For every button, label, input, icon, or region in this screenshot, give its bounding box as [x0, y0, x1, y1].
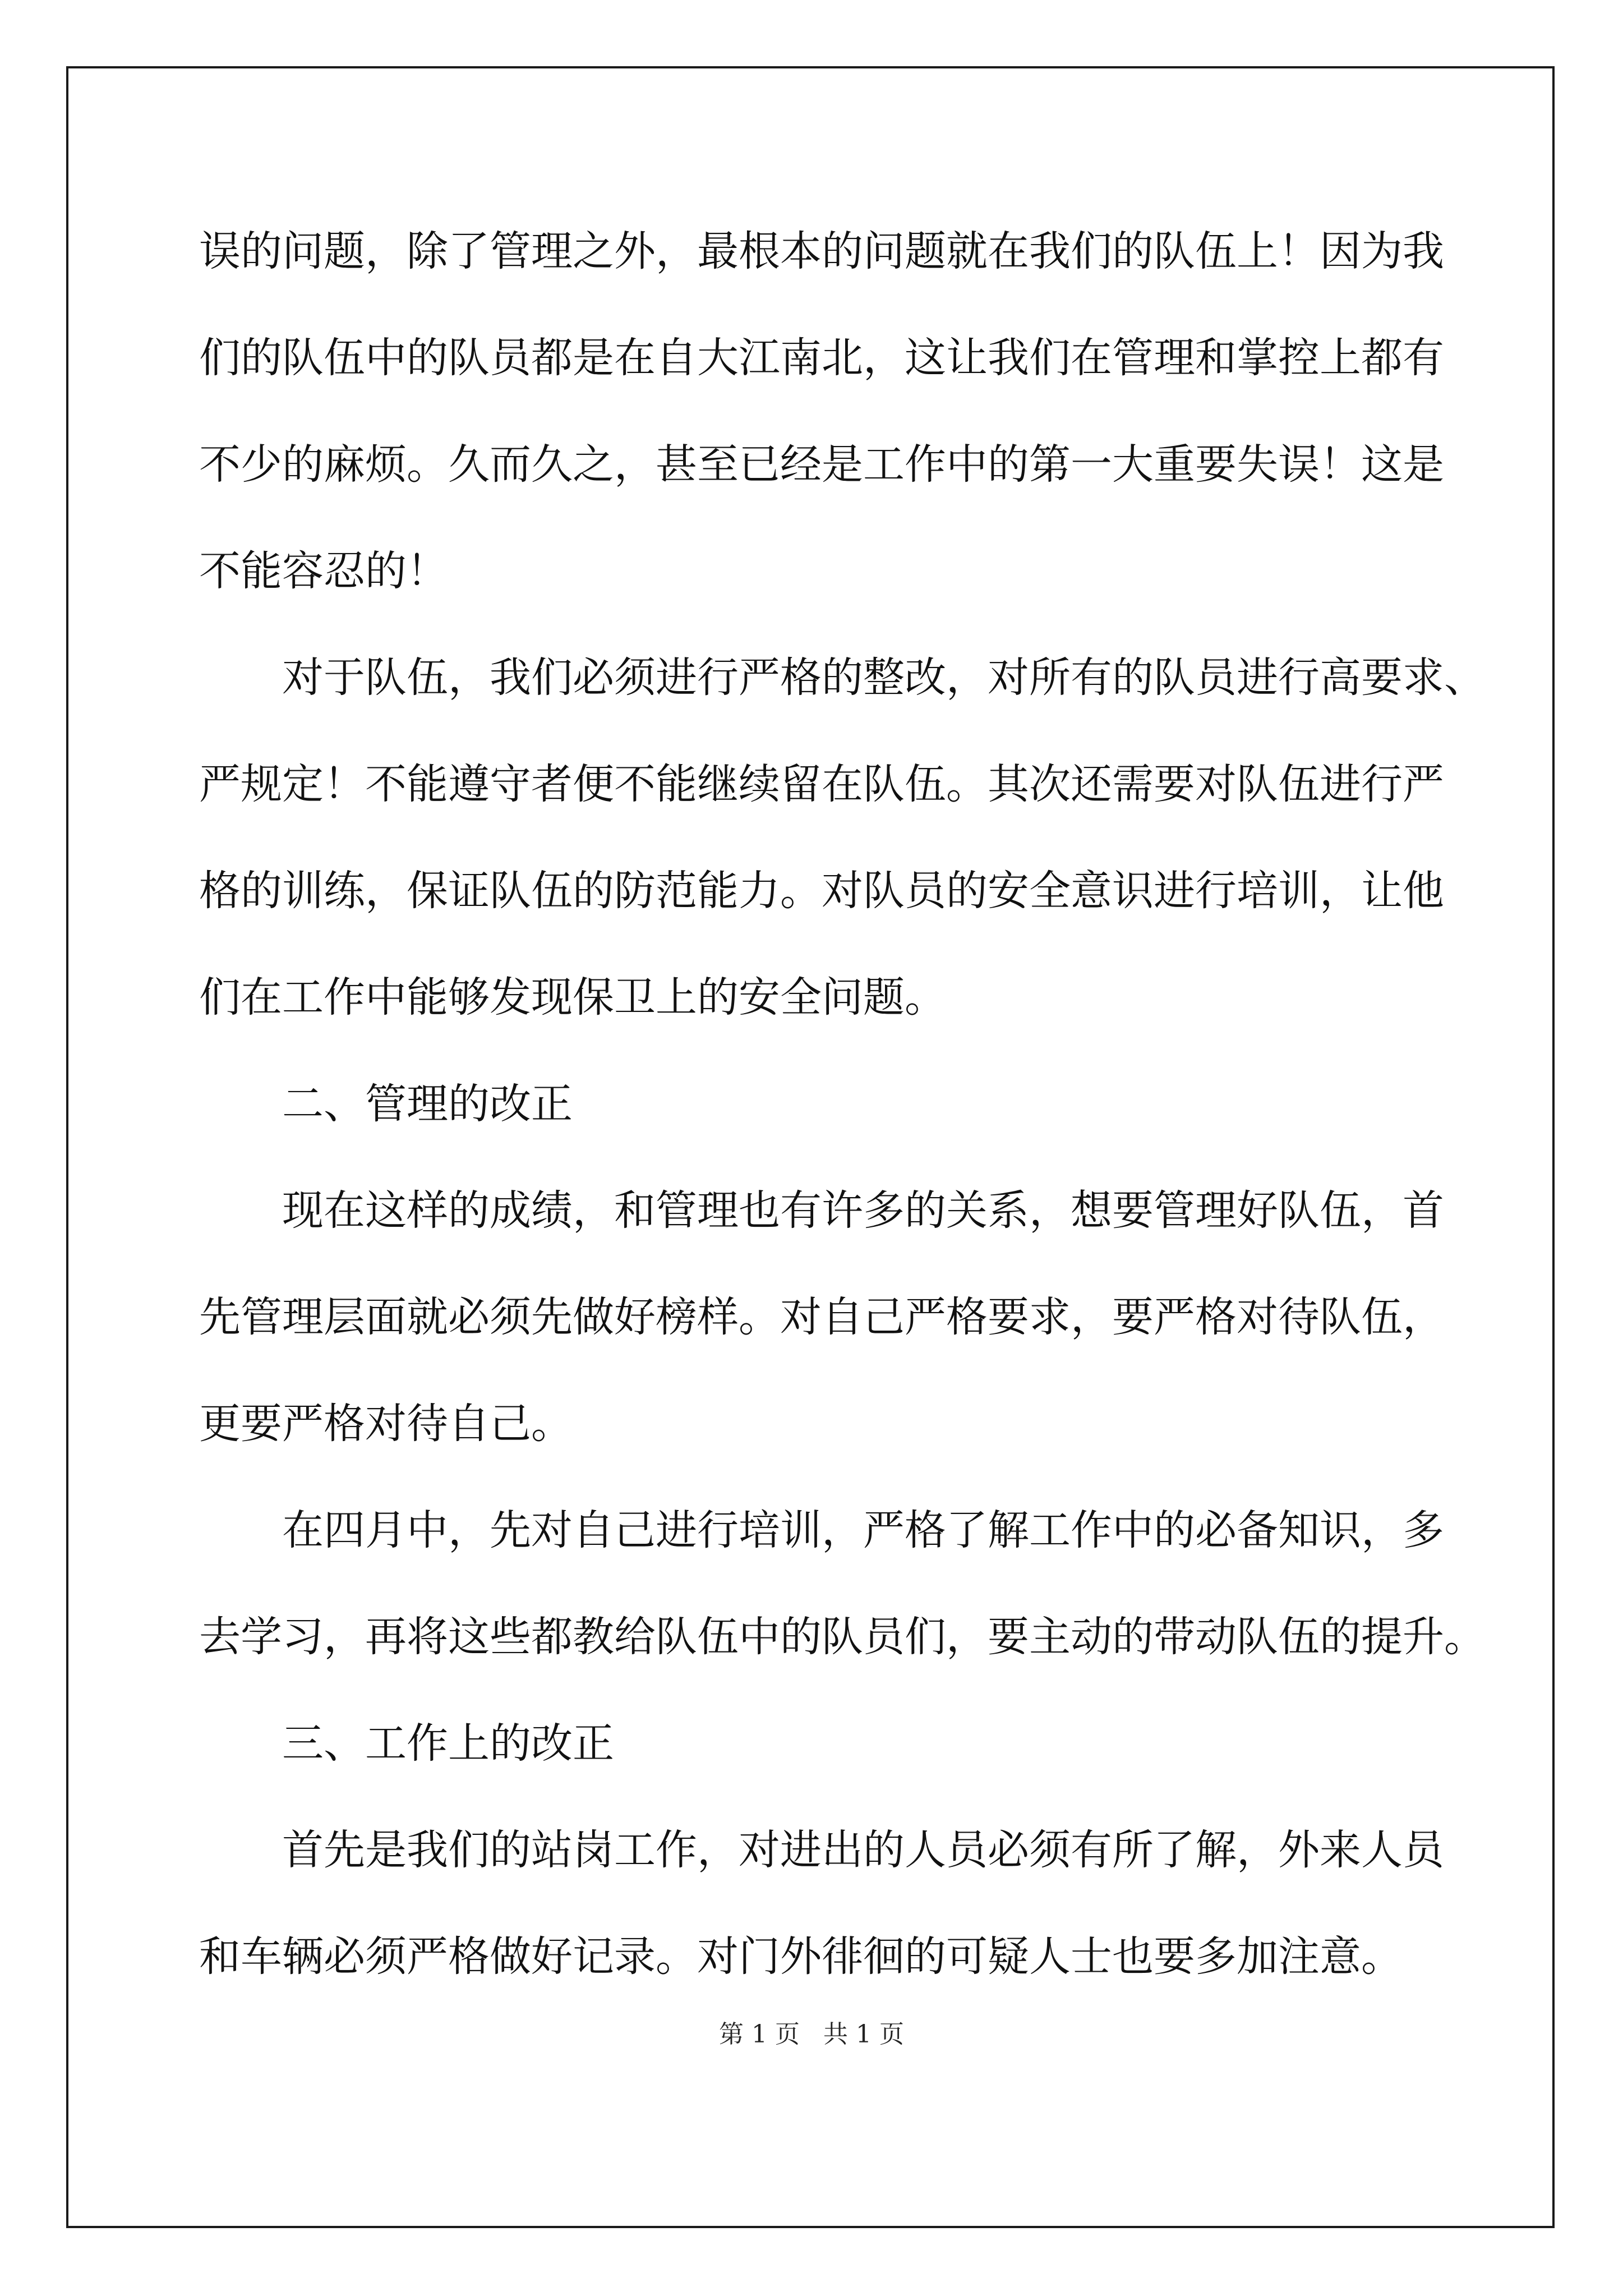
text-line: 不少的麻烦。久而久之，甚至已经是工作中的第一大重要失误！这是: [199, 440, 1444, 489]
text-line: 先管理层面就必须先做好榜样。对自己严格要求，要严格对待队伍，: [199, 1293, 1444, 1341]
page-number-footer: 第 1 页 共 1 页: [719, 2020, 904, 2049]
text-line: 们的队伍中的队员都是在自大江南北，这让我们在管理和掌控上都有: [199, 334, 1444, 382]
paragraph-first-line: 首先是我们的站岗工作，对进出的人员必须有所了解，外来人员: [282, 1826, 1444, 1874]
section-heading: 三、工作上的改正: [282, 1719, 614, 1768]
text-line: 格的训练，保证队伍的防范能力。对队员的安全意识进行培训，让他: [199, 867, 1444, 915]
text-line: 严规定！不能遵守者便不能继续留在队伍。其次还需要对队伍进行严: [199, 760, 1444, 808]
text-line: 更要严格对待自己。: [199, 1400, 573, 1448]
text-line: 们在工作中能够发现保卫上的安全问题。: [199, 973, 946, 1022]
paragraph-first-line: 对于队伍，我们必须进行严格的整改，对所有的队员进行高要求、: [282, 654, 1486, 702]
text-line: 和车辆必须严格做好记录。对门外徘徊的可疑人士也要多加注意。: [199, 1932, 1403, 1981]
text-line: 误的问题，除了管理之外，最根本的问题就在我们的队伍上！因为我: [199, 227, 1444, 275]
text-line: 去学习，再将这些都教给队伍中的队员们，要主动的带动队伍的提升。: [199, 1613, 1486, 1661]
text-line: 不能容忍的！: [199, 547, 448, 595]
paragraph-first-line: 在四月中，先对自己进行培训，严格了解工作中的必备知识，多: [282, 1506, 1444, 1554]
paragraph-first-line: 现在这样的成绩，和管理也有许多的关系，想要管理好队伍，首: [282, 1186, 1444, 1235]
section-heading: 二、管理的改正: [282, 1080, 573, 1128]
